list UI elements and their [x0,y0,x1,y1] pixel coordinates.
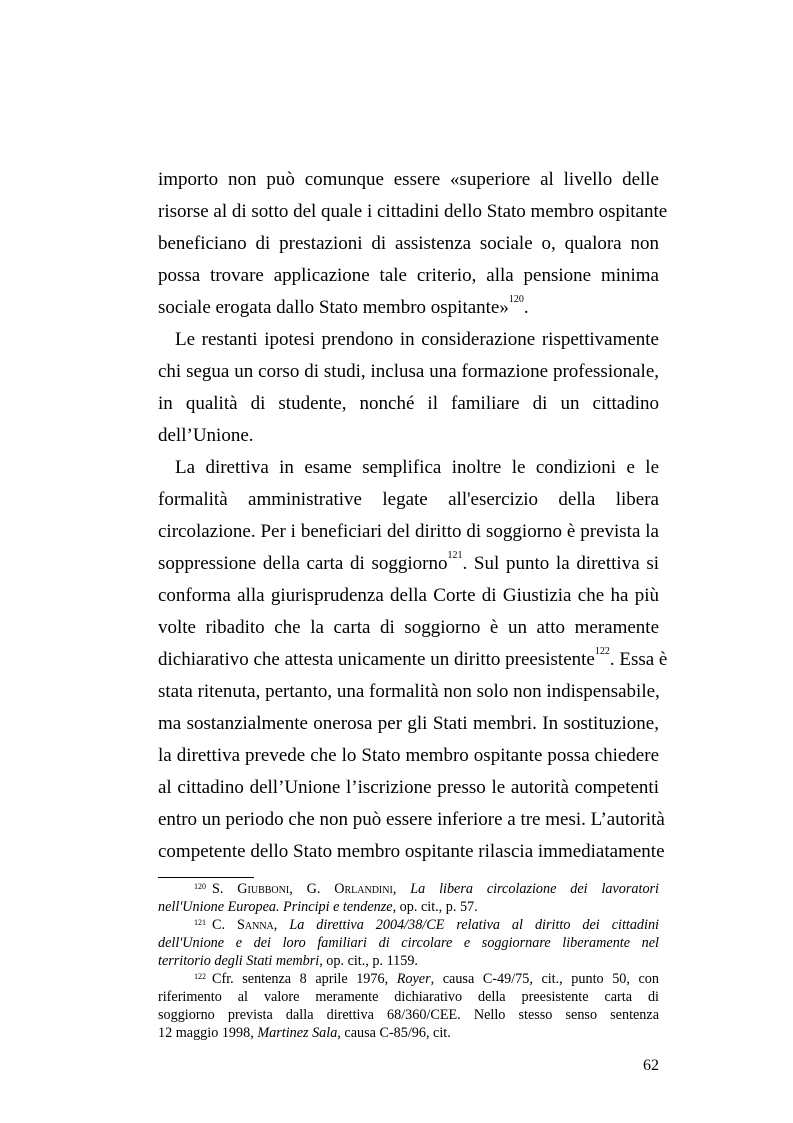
footnote-122-cont: soggiorno prevista dalla direttiva 68/360/CEE. Nello stesso senso sentenza [158,1007,659,1023]
text-line: circolazione. Per i beneficiari del diritto di soggiorno è prevista la [158,521,659,542]
text-line: al cittadino dell’Unione l’iscrizione presso le autorità competenti [158,777,659,798]
footnote-121-cont: dell'Unione e dei loro familiari di circolare e soggiornare liberamente nel [158,935,659,951]
text-line: Le restanti ipotesi prendono in considerazione rispettivamente [175,329,659,350]
text-fragment: . [523,297,529,318]
footnote-text: 12 maggio 1998, [158,1025,254,1041]
paragraph-1 [158,164,668,324]
footnote-separator [158,877,254,878]
text-fragment: dichiarativo che attesta unicamente un diritto preesistente [158,649,595,670]
text-line: importo non può comunque essere «superiore al livello delle [158,169,659,190]
footnotes [158,880,659,1042]
footnote-ref-120[interactable]: 120 [508,294,524,305]
footnote-title: nell'Unione Europea. Principi e tendenze [158,899,393,915]
footnote-121-cont [158,952,659,970]
footnote-text: , op. cit., p. 1159. [319,953,418,969]
text-line: La direttiva in esame semplifica inoltre le condizioni e le [175,457,659,478]
text-line [158,644,668,676]
text-fragment: soppressione della carta di soggiorno [158,553,448,574]
text-line: possa trovare applicazione tale criterio, alla pensione minima [158,265,659,286]
footnote-text: Cfr. sentenza 8 aprile 1976, [212,971,389,987]
paragraph-3 [158,452,668,868]
footnote-120-cont [158,898,659,916]
footnote-title: La libera circolazione dei lavoratori [410,881,660,897]
page-number: 62 [643,1057,659,1074]
footnote-authors: C. Sanna, [212,917,278,933]
footnote-120 [158,880,659,898]
footnote-text: , op. cit., p. 57. [392,899,478,915]
text-line: risorse al di sotto del quale i cittadini dello Stato membro ospitante [158,201,668,222]
case-name: Royer [396,971,431,987]
text-line: conforma alla giurisprudenza della Corte di Giustizia che ha più [158,585,659,606]
footnote-122 [158,970,659,988]
text-line: stata ritenuta, pertanto, una formalità non solo non indispensabile, [158,681,660,702]
footnote-ref-122[interactable]: 122 [594,646,610,657]
footnote-121 [158,916,659,934]
paragraph-2 [158,324,659,452]
text-line: beneficiano di prestazioni di assistenza sociale o, qualora non [158,233,659,254]
text-line: dell’Unione. [158,425,254,446]
case-name: Martinez Sala, [257,1025,341,1041]
text-line: la direttiva prevede che lo Stato membro ospitante possa chiedere [158,745,659,766]
footnote-122-cont [158,1024,659,1042]
text-line [158,548,659,580]
text-line: volte ribadito che la carta di soggiorno è un atto meramente [158,617,659,638]
footnote-title: territorio degli Stati membri [158,953,320,969]
text-line: in qualità di studente, nonché il familiare di un cittadino [158,393,659,414]
text-fragment: sociale erogata dallo Stato membro ospitante» [158,297,509,318]
footnote-number: 122 [194,972,206,981]
text-line: ma sostanzialmente onerosa per gli Stati membri. In sostituzione, [158,713,659,734]
text-line: competente dello Stato membro ospitante rilascia immediatamente [158,841,665,862]
footnote-title: La direttiva 2004/38/CE relativa al diritto dei cittadini [289,917,660,933]
footnote-122-cont: riferimento al valore meramente dichiarativo della preesistente carta di [158,989,659,1005]
footnote-ref-121[interactable]: 121 [447,550,463,561]
footnote-text: , causa C-49/75, cit., punto 50, con [430,971,659,987]
text-line: chi segua un corso di studi, inclusa una formazione professionale, [158,361,659,382]
footnote-authors: S. Giubboni, G. Orlandini, [212,881,397,897]
text-line: entro un periodo che non può essere inferiore a tre mesi. L’autorità [158,809,665,830]
footnote-text: causa C-85/96, cit. [344,1025,451,1041]
text-fragment: . Essa è [609,649,668,670]
text-fragment: . Sul punto la direttiva si [462,553,659,574]
text-line [158,292,659,324]
footnote-number: 121 [194,918,206,927]
footnote-number: 120 [194,882,206,891]
text-line: formalità amministrative legate all'esercizio della libera [158,489,659,510]
